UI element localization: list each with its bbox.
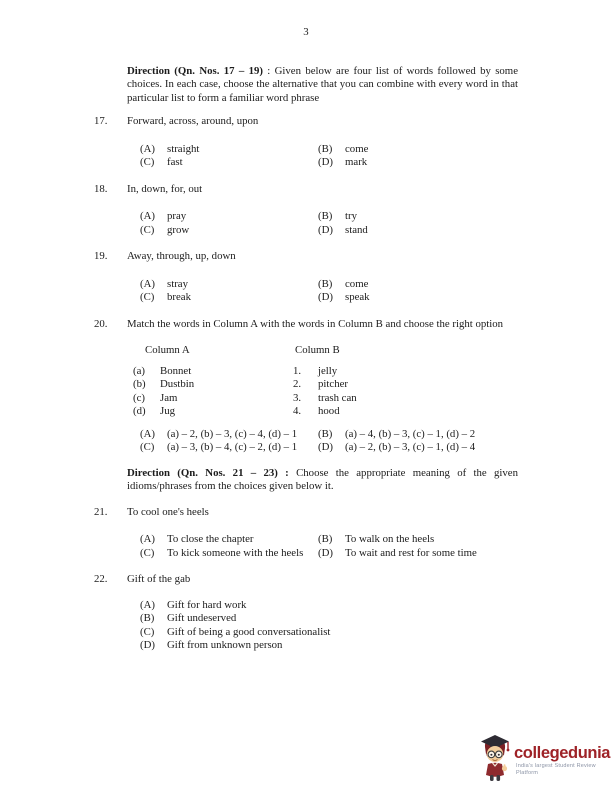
collegedunia-logo-tagline: India's largest Student Review Platform (516, 763, 596, 776)
question-18 (94, 183, 518, 197)
option-label: (D) (140, 639, 155, 651)
option-label: (B) (318, 277, 333, 290)
question-17-options (94, 143, 518, 170)
option-label: (D) (318, 291, 333, 303)
direction-21-23 (127, 467, 518, 494)
question-19 (94, 250, 518, 264)
direction-17-19-heading: Direction (Qn. Nos. 17 – 19) (127, 64, 263, 77)
match-column-a-header: Column A (145, 344, 190, 356)
option-label: (D) (318, 223, 333, 236)
match-a-text: Jug (160, 405, 175, 417)
question-20-number: 20. (94, 317, 108, 330)
option-text: Gift undeserved (167, 612, 237, 624)
question-17-number: 17. (94, 115, 108, 127)
option-label: (C) (140, 291, 155, 303)
match-column-b-header: Column B (295, 344, 340, 356)
question-21 (94, 506, 518, 520)
direction-21-23-text: Choose the appropriate meaning of the given idioms/phrases from the choices given below it. (127, 466, 518, 492)
question-22-number: 22. (94, 573, 108, 585)
match-b-text: hood (318, 405, 340, 417)
option-text: To walk on the heels (345, 533, 435, 545)
match-a-label: (c) (133, 391, 145, 404)
option-label: (A) (140, 210, 155, 222)
option-label: (B) (318, 210, 333, 222)
option-text: speak (345, 291, 370, 303)
option-text: (a) – 2, (b) – 3, (c) – 1, (d) – 4 (345, 441, 476, 453)
direction-17-19-text: : Given below are four list of words followed by some choices. In each case, choose the alternative that you can combine with every word in that particular list to form a familiar word phrase (127, 64, 518, 104)
option-text: Gift for hard work (167, 598, 247, 611)
match-b-text: trash can (318, 391, 357, 404)
question-21-number: 21. (94, 505, 108, 518)
option-text: try (345, 210, 357, 222)
option-text: To wait and rest for some time (345, 546, 477, 559)
question-22-options (94, 599, 518, 653)
option-text: Gift of being a good conversationalist (167, 625, 331, 638)
option-label: (D) (318, 546, 333, 559)
option-text: break (167, 291, 191, 303)
collegedunia-logo-text-group (514, 745, 612, 777)
option-text: mark (345, 156, 368, 168)
option-text: stand (345, 223, 368, 236)
direction-21-23-heading: Direction (Qn. Nos. 21 – 23) : (127, 466, 289, 479)
match-b-text: pitcher (318, 378, 348, 390)
match-column-headers (94, 344, 518, 358)
match-a-label: (a) (133, 364, 145, 377)
direction-17-19 (127, 65, 518, 106)
question-17 (94, 115, 518, 129)
option-text: To kick someone with the heels (167, 546, 304, 559)
question-18-options (94, 210, 518, 237)
option-label: (B) (318, 142, 333, 155)
match-a-text: Bonnet (160, 364, 192, 377)
option-text: fast (167, 156, 183, 168)
question-22-text: Gift of the gab (127, 573, 191, 585)
question-20-options (94, 428, 518, 455)
option-text: Gift from unknown person (167, 639, 283, 651)
option-label: (A) (140, 427, 155, 440)
match-b-label: 1. (293, 364, 302, 377)
option-label: (A) (140, 533, 155, 545)
collegedunia-mascot-icon (479, 735, 511, 788)
match-a-text: Dustbin (160, 378, 195, 390)
option-label: (C) (140, 625, 155, 638)
option-label: (B) (318, 533, 333, 545)
match-a-text: Jam (160, 391, 178, 404)
option-text: straight (167, 142, 200, 155)
option-label: (D) (318, 441, 333, 453)
option-label: (A) (140, 142, 155, 155)
option-label: (C) (140, 441, 155, 453)
option-text: grow (167, 223, 190, 236)
option-label: (C) (140, 546, 155, 559)
option-label: (A) (140, 598, 155, 611)
question-19-text: Away, through, up, down (127, 250, 236, 262)
match-a-label: (b) (133, 378, 146, 390)
option-text: come (345, 142, 369, 155)
option-text: pray (167, 210, 187, 222)
collegedunia-logo-name: collegedunia (514, 744, 611, 762)
match-b-label: 2. (293, 378, 302, 390)
question-18-text: In, down, for, out (127, 182, 203, 195)
page-number: 3 (303, 26, 309, 38)
option-text: (a) – 3, (b) – 4, (c) – 2, (d) – 1 (167, 441, 298, 453)
option-label: (B) (140, 612, 155, 624)
option-label: (D) (318, 156, 333, 168)
match-b-label: 3. (293, 391, 302, 404)
option-label: (C) (140, 223, 155, 236)
question-19-number: 19. (94, 250, 108, 262)
question-21-options (94, 533, 518, 560)
question-21-text: To cool one's heels (127, 505, 209, 518)
match-a-label: (d) (133, 405, 146, 417)
option-label: (B) (318, 427, 333, 440)
match-items (94, 365, 518, 419)
option-text: (a) – 2, (b) – 3, (c) – 4, (d) – 1 (167, 427, 298, 440)
question-17-text: Forward, across, around, upon (127, 115, 259, 127)
collegedunia-logo (479, 735, 609, 787)
question-18-number: 18. (94, 182, 108, 195)
match-b-label: 4. (293, 405, 302, 417)
option-text: stray (167, 277, 188, 290)
option-text: come (345, 277, 369, 290)
match-b-text: jelly (318, 364, 338, 377)
option-text: To close the chapter (167, 533, 254, 545)
option-label: (C) (140, 156, 155, 168)
question-20-text: Match the words in Column A with the words in Column B and choose the right option (127, 317, 504, 330)
option-label: (A) (140, 277, 155, 290)
question-20 (94, 318, 518, 332)
option-text: (a) – 4, (b) – 3, (c) – 1, (d) – 2 (345, 427, 476, 440)
question-22 (94, 573, 518, 587)
question-19-options (94, 278, 518, 305)
